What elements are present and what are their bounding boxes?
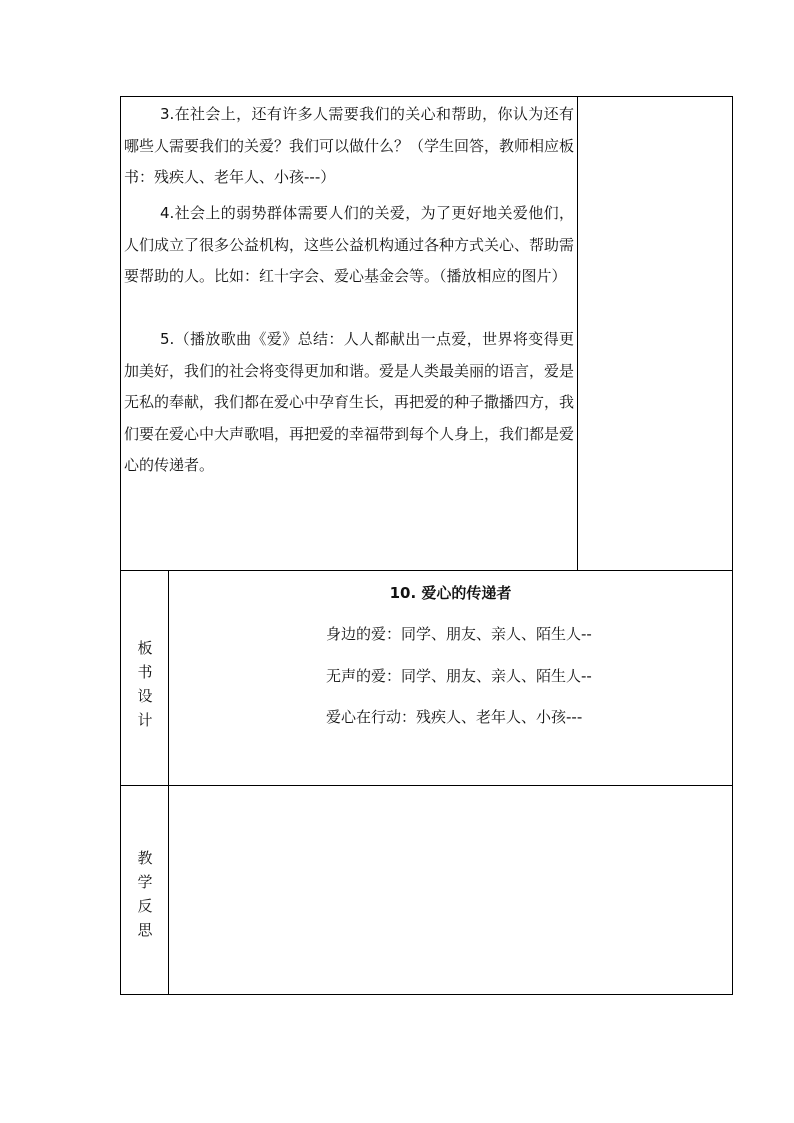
board-line-nearby-love: 身边的爱：同学、朋友、亲人、陌生人-- <box>326 625 592 643</box>
board-line-silent-love: 无声的爱：同学、朋友、亲人、陌生人-- <box>326 667 592 685</box>
board-line-love-in-action: 爱心在行动：残疾人、老年人、小孩--- <box>326 708 583 726</box>
table-right-border <box>732 96 733 995</box>
table-bottom-border <box>120 994 733 995</box>
table-divider-1 <box>120 570 733 571</box>
board-title: 10. 爱心的传递者 <box>389 584 512 602</box>
lesson-paragraph-4: 4.社会上的弱势群体需要人们的关爱，为了更好地关爱他们，人们成立了很多公益机构，这些公益机构通过各种方式关心、帮助需要帮助的人。比如：红十字会、爱心基金会等。（播放相应的图片） <box>124 204 575 285</box>
table-top-border <box>120 96 733 97</box>
board-design-label: 板 书 设 计 <box>137 639 153 729</box>
lesson-paragraph-3: 3.在社会上，还有许多人需要我们的关心和帮助，你认为还有哪些人需要我们的关爱？我们可以做什么？（学生回答，教师相应板书：残疾人、老年人、小孩---） <box>124 105 575 186</box>
lesson-paragraph-5: 5.（播放歌曲《爱》总结：人人都献出一点爱，世界将变得更加美好，我们的社会将变得更加和谐。爱是人类最美丽的语言，爱是无私的奉献，我们都在爱心中孕育生长，再把爱的种子撒播四方，我们要在爱心中大声歌唱，再把爱的幸福带到每个人身上，我们都是爱心的传递者。 <box>124 330 575 474</box>
notes-column-divider <box>577 96 578 571</box>
reflection-content-area <box>170 787 731 993</box>
reflection-label: 教 学 反 思 <box>137 849 153 939</box>
table-divider-2 <box>120 785 733 786</box>
